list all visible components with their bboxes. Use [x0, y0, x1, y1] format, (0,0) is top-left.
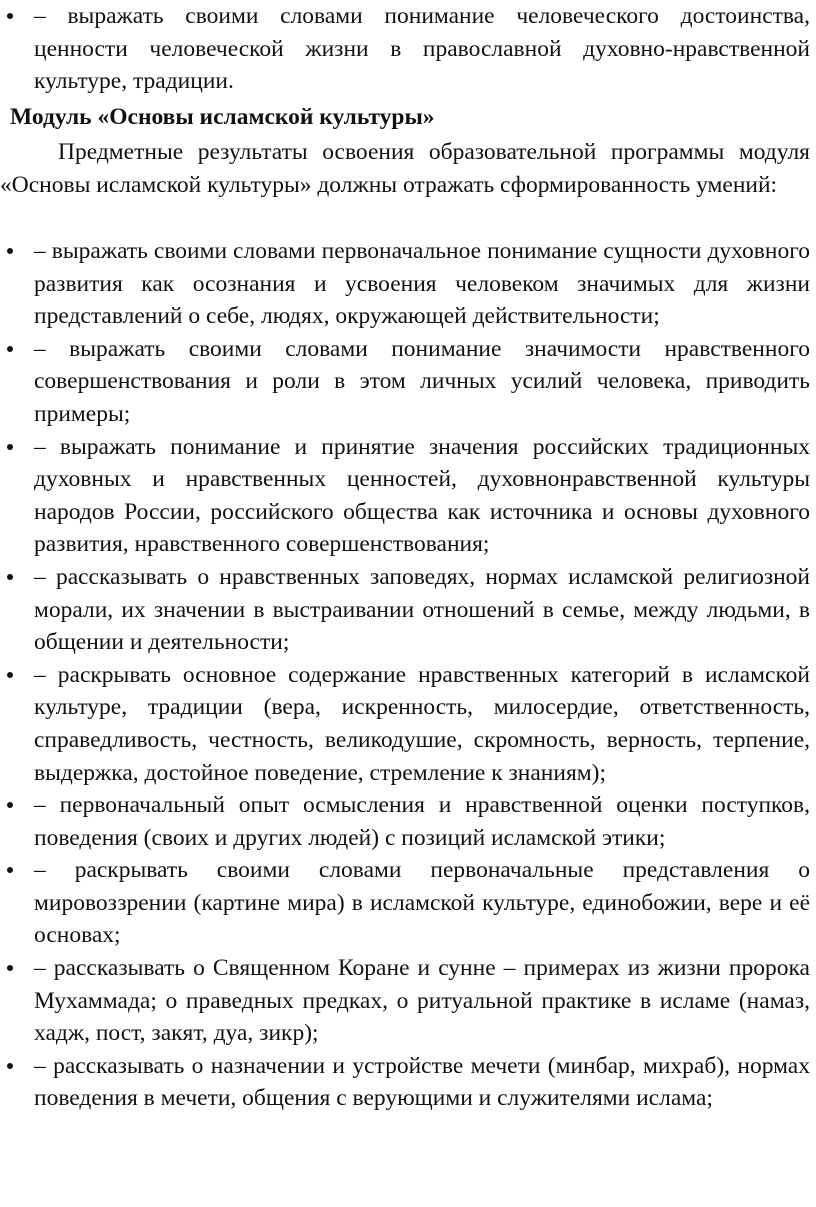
bullet-icon [4, 333, 16, 365]
list-item-text: – рассказывать о нравственных заповедях, нормах исламской религиозной морали, их значении в выстраивании отношений в семье, между людьми, в общении и деятельности; [34, 563, 810, 656]
list-item-text: – раскрывать своими словами первоначальные представления о мировоззрении (картине мира) в исламской культуре, единобожии, вере и её основах; [34, 857, 810, 949]
list-item-text: – выражать понимание и принятие значения российских традиционных духовных и нравственных ценностей, духовнонравственной культуры народов России, российского общества как источника и основы духовного развития, нравственного совершенствования; [34, 433, 810, 558]
list-item [0, 333, 816, 431]
list-item [0, 431, 816, 561]
bullet-icon [4, 854, 16, 886]
list-item-text: – выражать своими словами понимание человеческого достоинства, ценности человеческой жизни в православной духовно-нравственной культуре, традиции. [34, 3, 810, 95]
list-item-text: – выражать своими словами понимание значимости нравственного совершенствования и роли в этом личных усилий человека, приводить примеры; [34, 335, 810, 427]
list-item [0, 1050, 816, 1115]
list-item [0, 854, 816, 952]
bullet-icon [4, 235, 16, 267]
bullet-icon [4, 659, 16, 691]
list-item [0, 0, 816, 98]
list-item-text: – первоначальный опыт осмысления и нравственной оценки поступков, поведения (своих и других людей) с позиций исламской этики; [34, 792, 810, 851]
list-item-text: – выражать своими словами первоначальное понимание сущности духовного развития как осознания и усвоения человеком значимых для жизни представлений о себе, людях, окружающей действительности; [34, 238, 810, 330]
list-item [0, 952, 816, 1050]
intro-paragraph: Предметные результаты освоения образовательной программы модуля «Основы исламской культуры» должны отражать сформированность умений: [0, 139, 810, 198]
module-heading: Модуль «Основы исламской культуры» [10, 104, 435, 130]
list-item [0, 659, 816, 789]
list-item [0, 235, 816, 333]
bullet-icon [4, 431, 16, 463]
bullet-icon [4, 0, 16, 32]
list-item [0, 561, 816, 659]
list-item-text: – рассказывать о назначении и устройстве мечети (минбар, михраб), нормах поведения в мечети, общения с верующими и служителями ислама; [34, 1052, 810, 1112]
list-item-text: – раскрывать основное содержание нравственных категорий в исламской культуре, традиции (вера, искренность, милосердие, ответственность, справедливость, честность, великодушие, скромность, верность, терпение, выдержка, достойное поведение, стремление к знаниям); [34, 661, 810, 786]
bullet-icon [4, 952, 16, 984]
bullet-icon [4, 561, 16, 593]
list-item-text: – рассказывать о Священном Коране и сунне – примерах из жизни пророка Мухаммада; о праведных предках, о ритуальной практике в исламе (намаз, хадж, пост, закят, дуа, зикр); [34, 955, 810, 1047]
first-bullet-list [0, 0, 816, 98]
results-bullet-list [0, 235, 816, 1115]
bullet-icon [4, 1050, 16, 1082]
bullet-icon [4, 789, 16, 821]
list-item [0, 789, 816, 854]
